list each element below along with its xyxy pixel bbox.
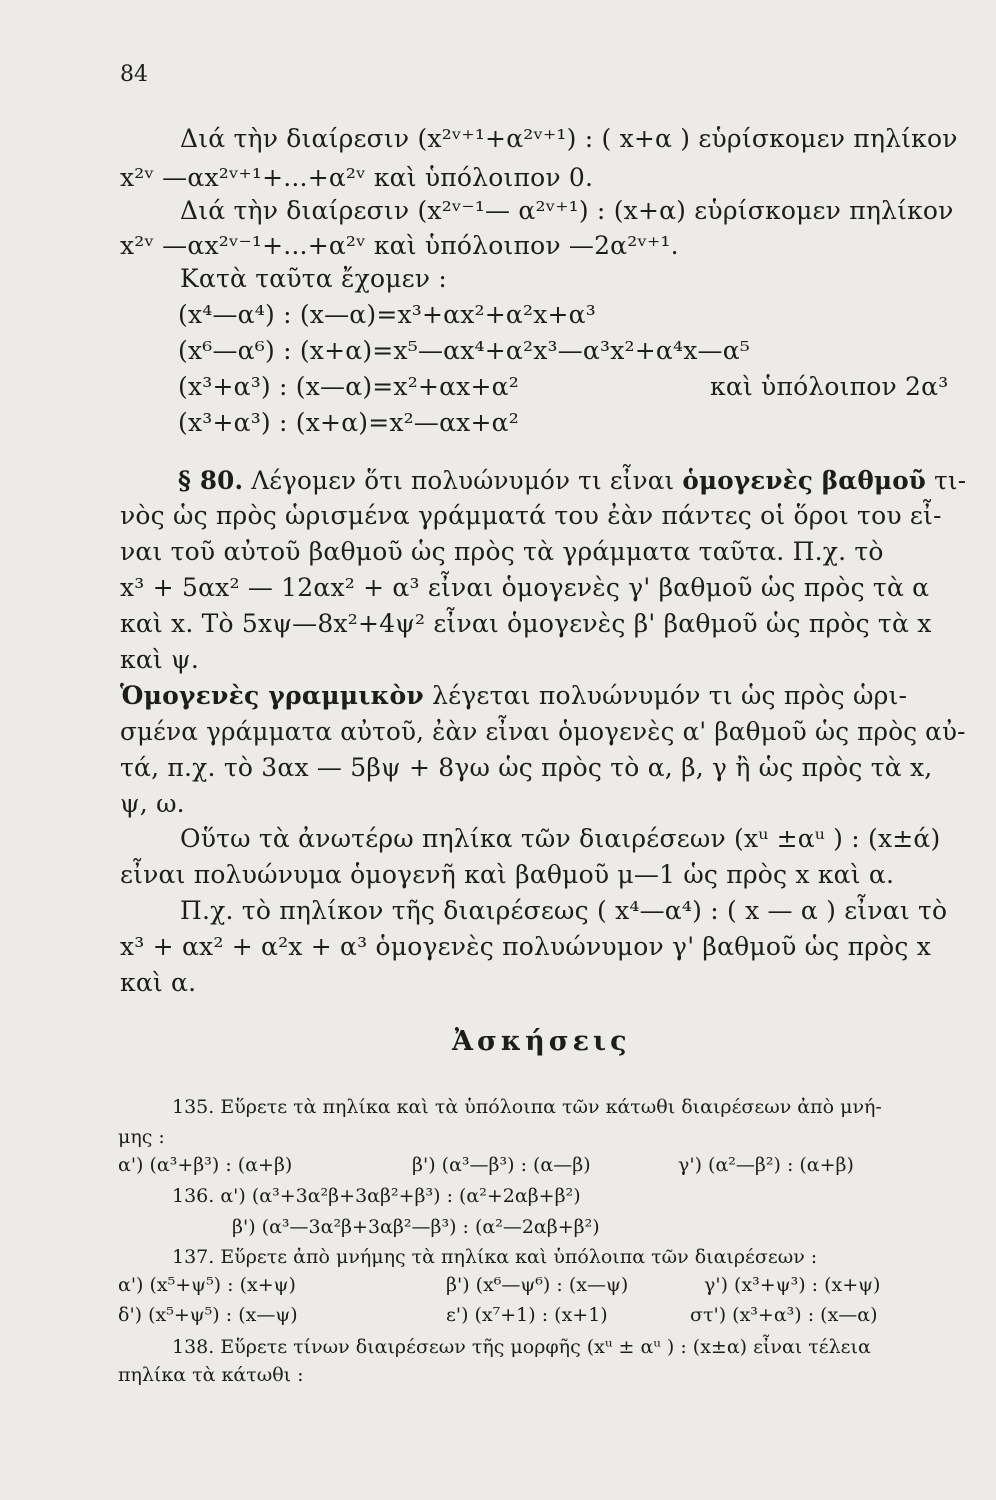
exercise-138-line-1: 138. Εὕρετε τίνων διαιρέσεων τῆς μορφῆς (xᵘ ± αᵘ ) : (x±α) εἶναι τέλεια — [172, 1336, 871, 1358]
linear-line-3: τά, π.χ. τὸ 3αx — 5βψ + 8γω ὡς πρὸς τὸ α, β, γ ἢ ὡς πρὸς τὰ x, — [120, 753, 933, 782]
exercise-135-line-2: μης : — [118, 1126, 165, 1148]
exercise-135-a: α') (α³+β³) : (α+β) — [118, 1154, 293, 1176]
section-80-line-2: νὸς ὡς πρὸς ὡρισμένα γράμματά του ἐὰν πάντες οἱ ὅροι του εἶ- — [120, 501, 942, 530]
example-line-3: καὶ α. — [120, 968, 197, 997]
section-80-term: ὁμογενὲς βαθμοῦ — [682, 466, 927, 495]
exercise-137-f: στ') (x³+α³) : (x—α) — [690, 1304, 878, 1326]
exercise-137-a: α') (x⁵+ψ⁵) : (x+ψ) — [118, 1274, 296, 1296]
exercise-135-c: γ') (α²—β²) : (α+β) — [678, 1154, 854, 1176]
homogeneous-line-1: Οὕτω τὰ ἀνωτέρω πηλίκα τῶν διαιρέσεων (xᵘ ±αᵘ ) : (x±ά) — [180, 824, 941, 853]
section-80-line-6: καὶ ψ. — [120, 645, 200, 674]
exercise-137-d: δ') (x⁵+ψ⁵) : (x—ψ) — [118, 1304, 298, 1326]
equation-4: (x³+α³) : (x+α)=x²—αx+α² — [178, 408, 519, 437]
example-line-2: x³ + αx² + α²x + α³ ὁμογενὲς πολυώνυμον γ' βαθμοῦ ὡς πρὸς x — [120, 932, 932, 961]
linear-line-2: σμένα γράμματα αὐτοῦ, ἐὰν εἶναι ὁμογενὲς α' βαθμοῦ ὡς πρὸς αὐ- — [120, 717, 966, 746]
page-number: 84 — [120, 62, 148, 87]
section-80-line-3: ναι τοῦ αὐτοῦ βαθμοῦ ὡς πρὸς τὰ γράμματα ταῦτα. Π.χ. τὸ — [120, 537, 884, 566]
linear-term: Ὁμογενὲς γραμμικὸν — [120, 681, 424, 710]
section-80-text-a: Λέγομεν ὅτι πολυώνυμόν τι εἶναι — [251, 466, 675, 495]
exercises-heading: Ἀσκήσεις — [452, 1026, 631, 1057]
paragraph-3: Κατὰ ταῦτα ἔχομεν : — [180, 264, 447, 293]
exercise-135-b: β') (α³—β³) : (α—β) — [412, 1154, 591, 1176]
section-80-line-1 — [178, 466, 966, 495]
exercise-138-line-2: πηλίκα τὰ κάτωθι : — [118, 1364, 304, 1386]
example-line-1: Π.χ. τὸ πηλίκον τῆς διαιρέσεως ( x⁴—α⁴) : ( x — α ) εἶναι τὸ — [180, 896, 948, 925]
homogeneous-line-2: εἶναι πολυώνυμα ὁμογενῆ καὶ βαθμοῦ μ—1 ὡς πρὸς x καὶ α. — [120, 860, 895, 889]
exercise-137-e: ε') (x⁷+1) : (x+1) — [446, 1304, 608, 1326]
equation-1: (x⁴—α⁴) : (x—α)=x³+αx²+α²x+α³ — [178, 300, 596, 329]
exercise-135-line-1: 135. Εὕρετε τὰ πηλίκα καὶ τὰ ὑπόλοιπα τῶν κάτωθι διαιρέσεων ἀπὸ μνή- — [172, 1096, 882, 1118]
paragraph-1-line-2: x²ᵛ —αx²ᵛ⁺¹+...+α²ᵛ καὶ ὑπόλοιπον 0. — [120, 163, 594, 192]
exercise-137-line-1: 137. Εὕρετε ἀπὸ μνήμης τὰ πηλίκα καὶ ὑπόλοιπα τῶν διαιρέσεων : — [172, 1246, 818, 1268]
equation-3: (x³+α³) : (x—α)=x²+αx+α² — [178, 372, 519, 401]
section-80-text-b: τι- — [934, 466, 967, 495]
exercise-137-b: β') (x⁶—ψ⁶) : (x—ψ) — [446, 1274, 629, 1296]
equation-2: (x⁶—α⁶) : (x+α)=x⁵—αx⁴+α²x³—α³x²+α⁴x—α⁵ — [178, 336, 751, 365]
exercise-136-a: 136. α') (α³+3α²β+3αβ²+β³) : (α²+2αβ+β²) — [172, 1185, 581, 1207]
section-number: § 80. — [178, 466, 244, 495]
section-80-line-5: καὶ x. Τὸ 5xψ—8x²+4ψ² εἶναι ὁμογενὲς β' βαθμοῦ ὡς πρὸς τὰ x — [120, 609, 932, 638]
exercise-136-b: β') (α³—3α²β+3αβ²—β³) : (α²—2αβ+β²) — [232, 1216, 600, 1238]
paragraph-2-line-1: Διά τὴν διαίρεσιν (x²ᵛ⁻¹— α²ᵛ⁺¹) : (x+α) εὑρίσκομεν πηλίκον — [180, 196, 954, 225]
exercise-137-c: γ') (x³+ψ³) : (x+ψ) — [704, 1274, 881, 1296]
equation-3-note: καὶ ὑπόλοιπον 2α³ — [710, 372, 949, 401]
linear-line-4: ψ, ω. — [120, 789, 185, 818]
linear-line-1 — [120, 681, 907, 710]
linear-text-b: λέγεται πολυώνυμόν τι ὡς πρὸς ὡρι- — [432, 681, 908, 710]
paragraph-2-line-2: x²ᵛ —αx²ᵛ⁻¹+...+α²ᵛ καὶ ὑπόλοιπον —2α²ᵛ⁺¹. — [120, 231, 679, 260]
paragraph-1-line-1: Διά τὴν διαίρεσιν (x²ᵛ⁺¹+α²ᵛ⁺¹) : ( x+α ) εὑρίσκομεν πηλίκον — [180, 124, 958, 153]
section-80-line-4: x³ + 5αx² — 12αx² + α³ εἶναι ὁμογενὲς γ' βαθμοῦ ὡς πρὸς τὰ α — [120, 573, 930, 602]
